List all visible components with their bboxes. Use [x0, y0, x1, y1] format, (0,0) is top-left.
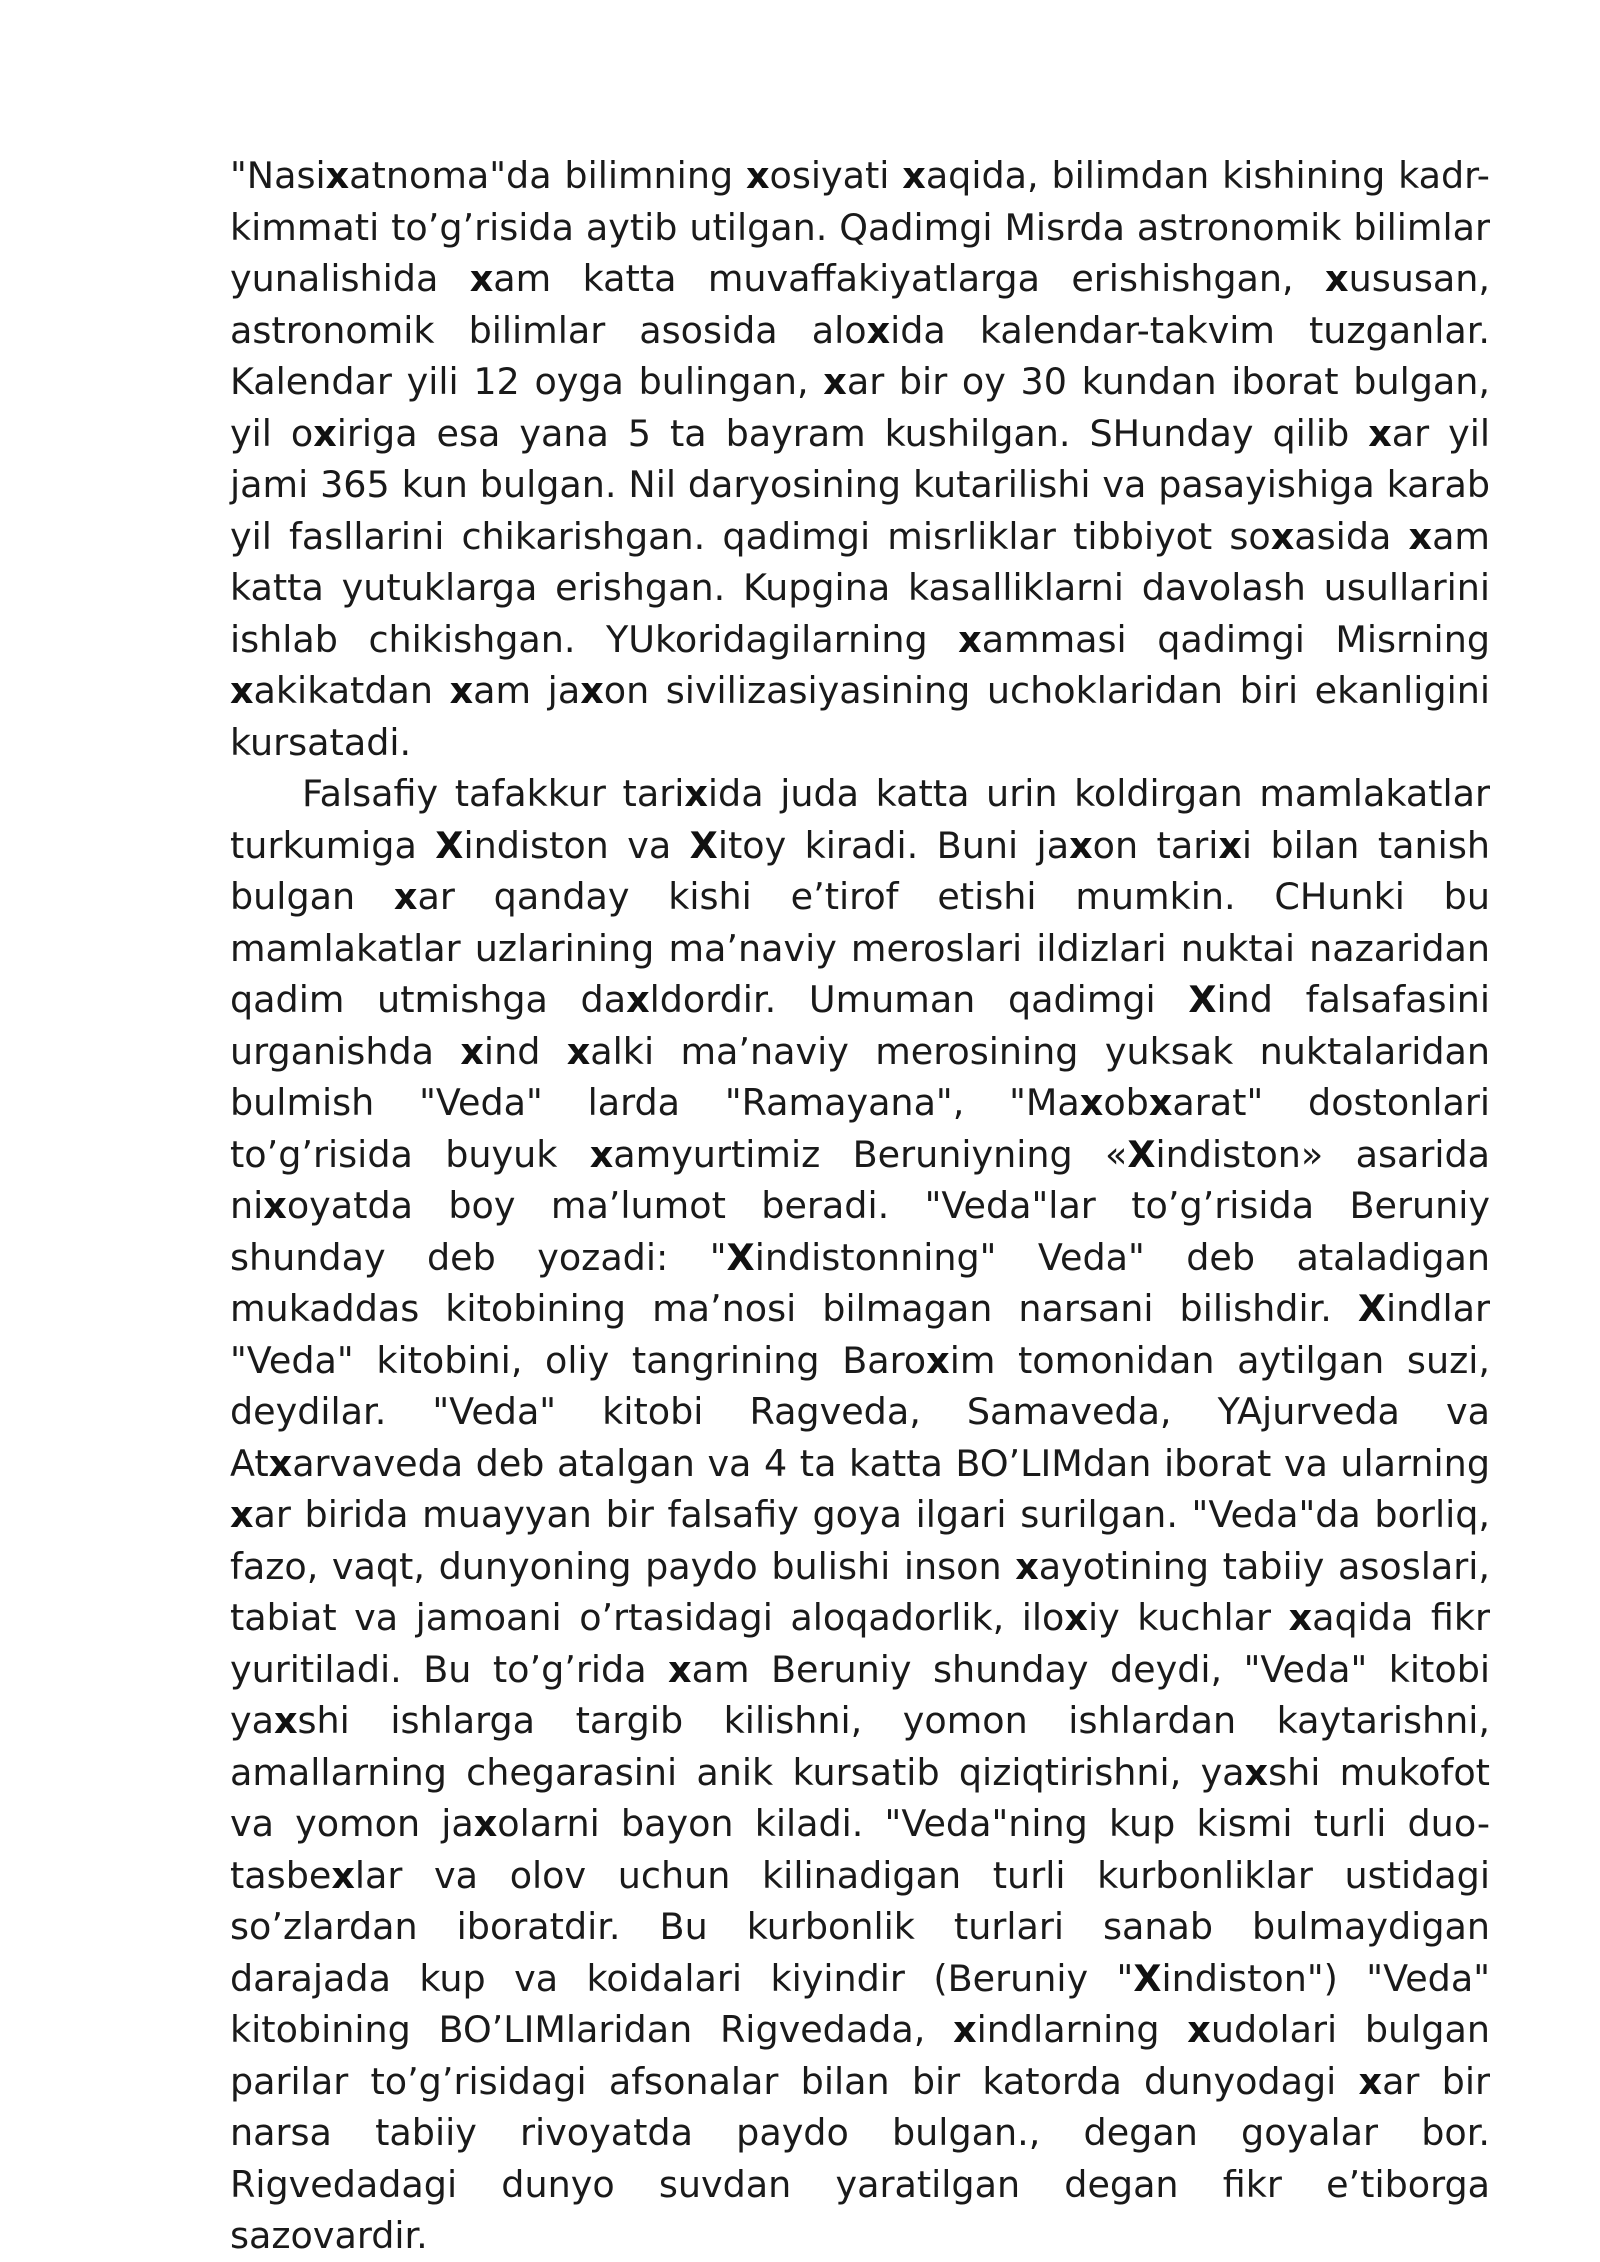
text-run: akikatdan: [253, 669, 450, 712]
bold-letter: x: [1015, 1544, 1039, 1588]
text-run: indiston") "Veda" kitobining BO’LIMlaridan Rigvedada,: [230, 1956, 1491, 2051]
text-run: atnoma"da bilimning: [349, 154, 746, 197]
bold-letter: x: [684, 772, 708, 815]
text-run: ar birida muayyan bir falsafiy goya ilgari surilgan. "Veda"da borliq, fazo, vaqt, dunyoning paydo bulishi inson: [230, 1493, 1490, 1588]
text-run: ar qanday kishi e’tirof etishi mumkin. CHunki bu mamlakatlar uzlarining ma’naviy meroslari ildizlari nuktai nazaridan qadim utmishga da: [230, 875, 1490, 1021]
bold-letter: x: [953, 2008, 977, 2051]
bold-letter: x: [626, 978, 650, 1021]
bold-letter: x: [313, 411, 337, 455]
text-run: am katta yutuklarga erishgan. Kupgina kasalliklarni davolash usullarini ishlab chikishgan. YUkoridagilarning: [230, 514, 1490, 661]
bold-letter: x: [589, 1132, 614, 1176]
bold-letter: x: [325, 154, 350, 197]
text-run: olarni bayon kiladi. "Veda"ning kup kismi turli duo-tasbe: [230, 1802, 1490, 1897]
bold-letter: x: [926, 1338, 950, 1382]
bold-letter: x: [1358, 2059, 1383, 2103]
text-run: shi mukofot va yomon ja: [230, 1750, 1490, 1845]
bold-letter: x: [273, 1699, 298, 1742]
text-run: ususan, astronomik bilimlar asosida alo: [230, 257, 1490, 352]
bold-letter: x: [566, 1029, 591, 1073]
bold-letter: x: [1069, 823, 1093, 867]
bold-letter: x: [866, 308, 891, 352]
bold-letter: X: [1127, 1132, 1156, 1176]
bold-letter: x: [460, 1029, 484, 1073]
text-run: udolari bulgan parilar to’g’risidagi afsonalar bilan bir katorda dunyodagi: [230, 2008, 1490, 2103]
text-run: im tomonidan aytilgan suzi, deydilar. "Veda" kitobi Ragveda, Samaveda, YAjurveda va At: [230, 1338, 1490, 1485]
text-run: am ja: [473, 669, 581, 712]
text-run: ob: [1103, 1081, 1149, 1124]
text-run: am katta muvaffakiyatlarga erishishgan,: [493, 257, 1326, 300]
bold-letter: x: [331, 1853, 355, 1897]
bold-letter: x: [230, 1493, 254, 1536]
text-run: on tari: [1092, 823, 1219, 867]
bold-letter: x: [745, 154, 770, 197]
text-run: indiston va: [463, 823, 690, 867]
text-run: iy kuchlar: [1087, 1596, 1289, 1639]
bold-letter: x: [393, 875, 418, 918]
bold-letter: x: [668, 1647, 692, 1691]
text-run: arvaveda deb atalgan va 4 ta katta BO’LIMdan iborat va ularning: [292, 1441, 1490, 1485]
text-run: ar bir narsa tabiiy rivoyatda paydo bulgan., degan goyalar bor. Rigvedadagi dunyo suvdan yaratilgan degan fikr e’tiborga sazovardir.: [230, 2059, 1490, 2257]
bold-letter: x: [1187, 2008, 1211, 2051]
bold-letter: x: [1079, 1081, 1104, 1124]
text-run: osiyati: [769, 154, 903, 197]
bold-letter: x: [1368, 411, 1392, 455]
text-run: on sivilizasiyasining uchoklaridan biri ekanligini kursatadi.: [230, 669, 1490, 764]
bold-letter: x: [469, 257, 494, 300]
bold-letter: x: [449, 669, 474, 712]
text-run: shi ishlarga targib kilishni, yomon ishlardan kaytarishni, amallarning chegarasini anik kursatib qiziqtirishni, ya: [230, 1699, 1490, 1794]
bold-letter: x: [230, 669, 254, 712]
text-run: aqida, bilimdan kishining kadr-kimmati to’g’risida aytib utilgan. Qadimgi Misrda astronomik bilimlar yunalishida: [230, 154, 1490, 300]
bold-letter: x: [1064, 1596, 1088, 1639]
text-run: ayotining tabiiy asoslari, tabiat va jamoani o’rtasidagi aloqadorlik, ilo: [230, 1544, 1491, 1639]
text-run: indistonning" Veda" deb ataladigan mukaddas kitobining ma’nosi bilmagan narsani bilishdir.: [230, 1235, 1490, 1330]
text-run: arat" dostonlari to’g’risida buyuk: [230, 1081, 1490, 1176]
text-run: ind: [483, 1029, 567, 1073]
text-run: Falsafiy tafakkur tari: [302, 772, 685, 815]
body-text: [230, 150, 1490, 2262]
bold-letter: X: [726, 1235, 755, 1279]
bold-letter: x: [268, 1441, 293, 1485]
bold-letter: x: [823, 360, 847, 403]
bold-letter: X: [435, 823, 464, 867]
bold-letter: X: [1357, 1287, 1387, 1330]
text-run: am Beruniy shunday deydi, "Veda" kitobi ya: [230, 1647, 1490, 1742]
text-run: lar va olov uchun kilinadigan turli kurbonliklar ustidagi so’zlardan iboratdir. Bu kurbonlik turlari sanab bulmaydigan darajada kup va koidalari kiyindir (Beruniy ": [230, 1853, 1490, 2000]
bold-letter: x: [1270, 514, 1295, 558]
text-run: amyurtimiz Beruniyning «: [613, 1132, 1128, 1176]
text-run: ind falsafasini urganishda: [230, 978, 1490, 1073]
bold-letter: x: [580, 669, 604, 712]
bold-letter: x: [1244, 1750, 1269, 1794]
paragraph: [230, 768, 1490, 2262]
text-run: iriga esa yana 5 ta bayram kushilgan. SHunday qilib: [336, 411, 1369, 455]
text-run: ammasi qadimgi Misrning: [981, 617, 1490, 661]
bold-letter: x: [263, 1184, 287, 1227]
text-run: oyatda boy ma’lumot beradi. "Veda"lar to’g’risida Beruniy shunday deb yozadi: ": [230, 1184, 1490, 1279]
text-run: "Nasi: [230, 154, 326, 197]
text-run: alki ma’naviy merosining yuksak nuktalaridan bulmish "Veda" larda "Ramayana", "Ma: [230, 1029, 1491, 1124]
text-run: ar yil jami 365 kun bulgan. Nil daryosining kutarilishi va pasayishiga karab yil fasllarini chikarishgan. qadimgi misrliklar tibbiyot so: [230, 411, 1490, 558]
text-run: ar bir oy 30 kundan iborat bulgan, yil o: [230, 360, 1490, 455]
text-run: aqida fikr yuritiladi. Bu to’g’rida: [230, 1596, 1490, 1691]
text-run: indiston» asarida ni: [230, 1132, 1491, 1227]
bold-letter: x: [1288, 1596, 1313, 1639]
text-run: ida juda katta urin koldirgan mamlakatlar turkumiga: [230, 772, 1491, 867]
text-run: i bilan tanish bulgan: [230, 823, 1490, 918]
text-run: indlar "Veda" kitobini, oliy tangrining Baro: [230, 1287, 1490, 1382]
bold-letter: x: [1325, 257, 1349, 300]
bold-letter: x: [958, 617, 982, 661]
text-run: ldordir. Umuman qadimgi: [649, 978, 1189, 1021]
text-run: ida kalendar-takvim tuzganlar. Kalendar yili 12 oyga bulingan,: [230, 308, 1490, 403]
bold-letter: x: [1148, 1081, 1173, 1124]
text-run: indlarning: [976, 2008, 1188, 2051]
bold-letter: x: [1408, 514, 1433, 558]
bold-letter: x: [1218, 823, 1242, 867]
text-run: asida: [1294, 514, 1409, 558]
paragraph: [230, 150, 1490, 768]
text-run: itoy kiradi. Buni ja: [717, 823, 1070, 867]
bold-letter: X: [1133, 1956, 1162, 2000]
bold-letter: x: [473, 1802, 498, 1845]
bold-letter: X: [1188, 978, 1217, 1021]
bold-letter: x: [902, 154, 926, 197]
bold-letter: X: [689, 823, 718, 867]
